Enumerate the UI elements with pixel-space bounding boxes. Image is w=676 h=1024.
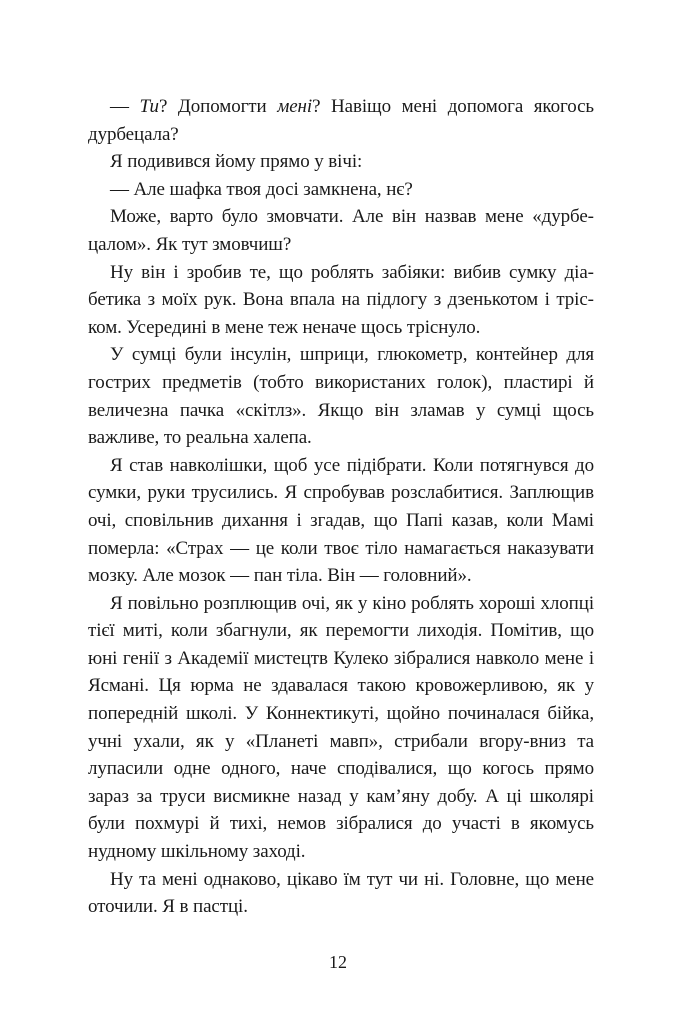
paragraph-5 [88, 259, 594, 342]
paragraph-4 [88, 203, 594, 258]
text-segment: Може, варто було змовчати. Але він назвав мене «дурбецалом». Як тут змовчиш? [88, 206, 594, 255]
text-segment: Ну він і зробив те, що роблять забіяки: вибив сумку діабетика з моїх рук. Вона впала на підлогу з дзенькотом і тріском. Усередині в мене теж неначе щось тріснуло. [88, 261, 594, 338]
paragraph-2 [88, 148, 594, 176]
paragraph-7 [88, 452, 594, 590]
paragraph-dialogue-2 [88, 176, 594, 204]
text-segment: — Але шафка твоя досі замкнена, нє? [110, 178, 413, 200]
page-number: 12 [329, 952, 347, 972]
paragraph-6 [88, 341, 594, 451]
book-page-body [88, 93, 594, 921]
paragraph-dialogue-1 [88, 93, 594, 148]
italic-emphasis-ty: Ти [139, 96, 159, 117]
text-segment: Я став навколішки, щоб усе підібрати. Коли потягнувся до сумки, руки трусились. Я спробував розслабитися. Заплющив очі, сповільнив дихання і згадав, що Папі казав, коли Мамі померла: «Страх — це коли твоє тіло намагається наказувати мозку. Але мозок — пан тіла. Він — головний». [88, 454, 594, 587]
paragraph-8 [88, 590, 594, 866]
dialogue-dash: — [110, 96, 140, 117]
text-segment: Я подивився йому прямо у вічі: [110, 151, 363, 173]
italic-emphasis-meni: мені [277, 96, 313, 117]
text-segment: Я повільно розплющив очі, як у кіно роблять хороші хлопці тієї миті, коли збагнули, як перемогти лиходія. Помітив, що юні генії з Академії мистецтв Кулеко зібралися навколо мене і Ясмані. Ця юрма не здавалася такою кровожерливою, як у попередній школі. У Коннектикуті, щойно починалася бійка, учні ухали, як у «Планеті мавп», стрибали вгору-вниз та лупасили одне одного, наче сподівалися, що когось прямо зараз за труси висмикне назад у кам’яну добу. А ці школярі були похмурі й тихі, немов зібралися до участі в якомусь нудному шкільному заході. [88, 592, 594, 863]
paragraph-9 [88, 866, 594, 921]
text-segment: ? Допомогти [158, 96, 278, 117]
text-segment: У сумці були інсулін, шприци, глюкометр, контейнер для гострих предметів (тобто використаних голок), пластирі й величезна пачка «скітлз». Якщо він зламав у сумці щось важливе, то реальна халепа. [88, 344, 594, 449]
text-segment: Ну та мені однаково, цікаво їм тут чи ні. Головне, що мене оточили. Я в пастці. [88, 868, 594, 918]
text-segment: ? Навіщо мені допомога якогось дурбецала? [88, 96, 594, 145]
